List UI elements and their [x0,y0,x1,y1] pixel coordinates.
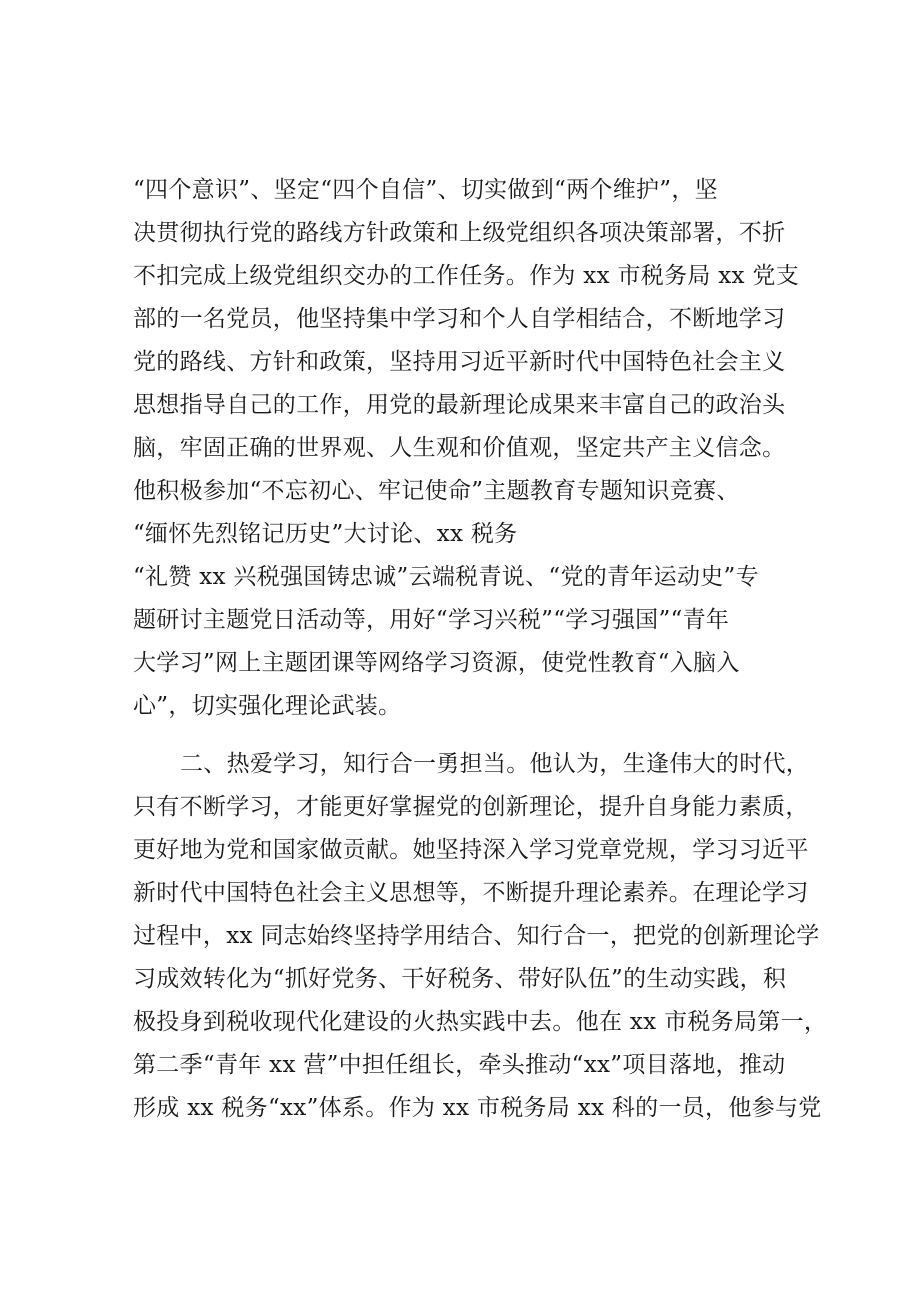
text-line: 不扣完成上级党组织交办的工作任务。作为 xx 市税务局 xx 党支 [133,263,800,289]
text-line: 极投身到税收现代化建设的火热实践中去。他在 xx 市税务局第一， [133,1009,828,1035]
text-line: 心”，切实强化理论武装。 [133,693,402,719]
text-line: 思想指导自己的工作，用党的最新理论成果来丰富自己的政治头 [133,392,786,418]
text-line: 大学习”网上主题团课等网络学习资源，使党性教育“入脑入 [133,650,740,676]
text-line-heading: 二、热爱学习，知行合一勇担当。他认为，生逢伟大的时代， [180,751,810,777]
text-line: “礼赞 xx 兴税强国铸忠诚”云端税青说、“党的青年运动史”专 [133,564,759,590]
text-line: 第二季“青年 xx 营”中担任组长，牵头推动“xx”项目落地，推动 [133,1052,786,1078]
text-line: 脑，牢固正确的世界观、人生观和价值观，坚定共产主义信念。 [133,435,786,461]
text-line: 新时代中国特色社会主义思想等，不断提升理论素养。在理论学习 [133,880,809,906]
text-line: 只有不断学习，才能更好掌握党的创新理论，提升自身能力素质， [133,794,809,820]
text-line: 党的路线、方针和政策，坚持用习近平新时代中国特色社会主义 [133,349,786,375]
text-line: 部的一名党员，他坚持集中学习和个人自学相结合，不断地学习 [133,306,786,332]
text-line: 形成 xx 税务“xx”体系。作为 xx 市税务局 xx 科的一员，他参与党 [133,1095,822,1121]
text-line: 决贯彻执行党的路线方针政策和上级党组织各项决策部署，不折 [133,220,786,246]
text-line: 更好地为党和国家做贡献。她坚持深入学习党章党规，学习习近平 [133,837,809,863]
text-line: 题研讨主题党日活动等，用好“学习兴税”“学习强国”“青年 [133,607,730,633]
text-line: 过程中，xx 同志始终坚持学用结合、知行合一，把党的创新理论学 [133,923,820,949]
text-line: 习成效转化为“抓好党务、干好税务、带好队伍”的生动实践，积 [133,966,787,992]
text-line: 他积极参加“不忘初心、牢记使命”主题教育专题知识竞赛、 [133,478,740,504]
text-line: “缅怀先烈铭记历史”大讨论、xx 税务 [133,521,518,547]
text-line: “四个意识”、坚定“四个自信”、切实做到“两个维护”，坚 [133,177,718,203]
